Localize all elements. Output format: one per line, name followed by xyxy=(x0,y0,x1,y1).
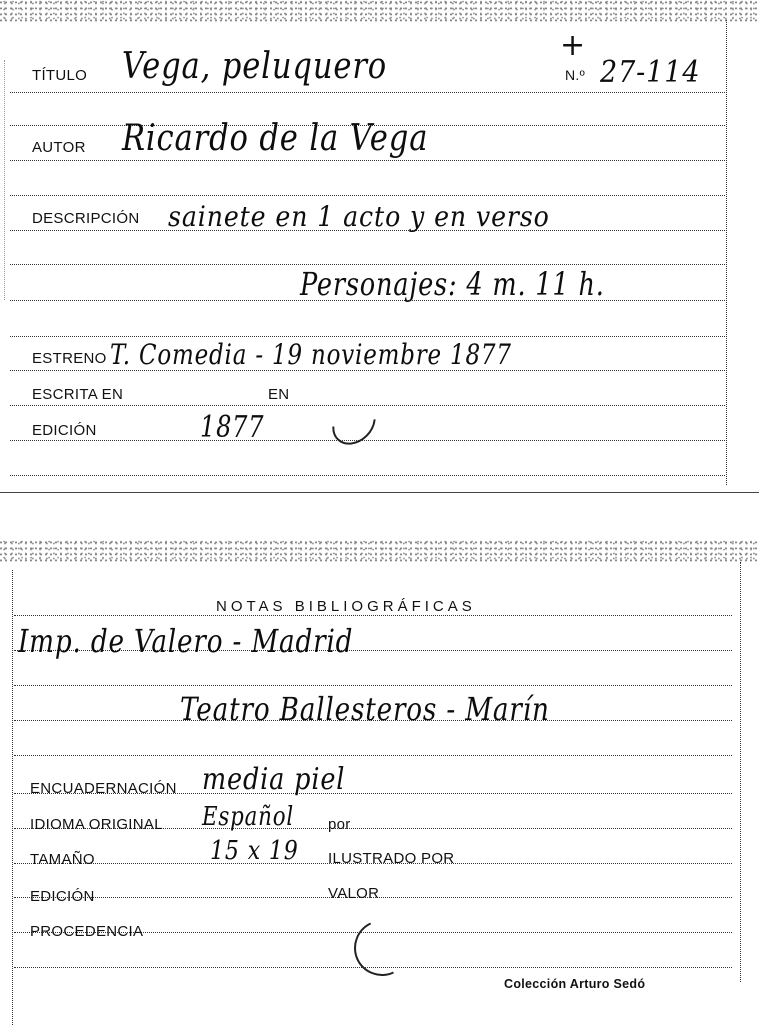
rule-line xyxy=(10,475,725,476)
numero-label: N.º xyxy=(565,67,586,83)
rule-line xyxy=(14,755,732,756)
card-separator xyxy=(0,492,759,493)
rule-line xyxy=(10,160,725,161)
rule-line xyxy=(14,685,732,686)
encuadernacion-value: media piel xyxy=(202,762,346,797)
autor-label: AUTOR xyxy=(32,139,86,156)
tamano-value: 15 x 19 xyxy=(210,836,299,866)
scan-noise-top xyxy=(0,540,759,562)
procedencia-label: PROCEDENCIA xyxy=(30,923,144,940)
titulo-label: TÍTULO xyxy=(32,67,88,84)
edicion-value: 1877 xyxy=(200,410,265,445)
escrita-en-label: ESCRITA EN xyxy=(32,386,124,403)
numero-value: 27-114 xyxy=(600,55,701,90)
rule-line xyxy=(10,440,725,441)
personajes-value: Personajes: 4 m. 11 h. xyxy=(300,265,605,303)
coleccion-label: Colección Arturo Sedó xyxy=(504,977,646,991)
tamano-label: TAMAÑO xyxy=(30,851,95,868)
rule-line xyxy=(10,195,725,196)
scan-noise-top xyxy=(0,0,759,22)
stamp-mark xyxy=(346,912,418,984)
note-line-2: Teatro Ballesteros - Marín xyxy=(180,690,550,728)
cross-mark: + xyxy=(560,28,586,63)
idioma-label: IDIOMA ORIGINAL xyxy=(30,816,163,833)
card-left-edge xyxy=(12,570,13,1025)
por-label: por xyxy=(328,816,351,833)
rule-line xyxy=(10,92,725,93)
rule-line xyxy=(10,336,725,337)
notas-heading: NOTAS BIBLIOGRÁFICAS xyxy=(216,598,476,615)
stamp-mark xyxy=(324,393,385,454)
valor-label: VALOR xyxy=(328,885,380,902)
idioma-value: Español xyxy=(202,802,294,832)
catalog-card-front xyxy=(0,0,759,492)
descripcion-value: sainete en 1 acto y en verso xyxy=(168,200,550,233)
descripcion-label: DESCRIPCIÓN xyxy=(32,210,140,227)
titulo-value: Vega, peluquero xyxy=(122,46,388,87)
rule-line xyxy=(14,615,732,616)
estreno-label: ESTRENO xyxy=(32,350,107,367)
edicion-label: EDICIÓN xyxy=(30,888,95,905)
autor-value: Ricardo de la Vega xyxy=(122,118,429,159)
ilustrado-label: ILUSTRADO POR xyxy=(328,850,455,867)
card-right-edge xyxy=(726,20,727,485)
catalog-card-back xyxy=(0,540,759,1028)
estreno-value: T. Comedia - 19 noviembre 1877 xyxy=(110,338,512,371)
edicion-label: EDICIÓN xyxy=(32,422,97,439)
note-line-1: Imp. de Valero - Madrid xyxy=(18,622,354,660)
card-left-edge xyxy=(4,60,5,300)
en-label: EN xyxy=(268,386,290,403)
encuadernacion-label: ENCUADERNACIÓN xyxy=(30,780,177,797)
card-right-edge xyxy=(740,562,741,982)
